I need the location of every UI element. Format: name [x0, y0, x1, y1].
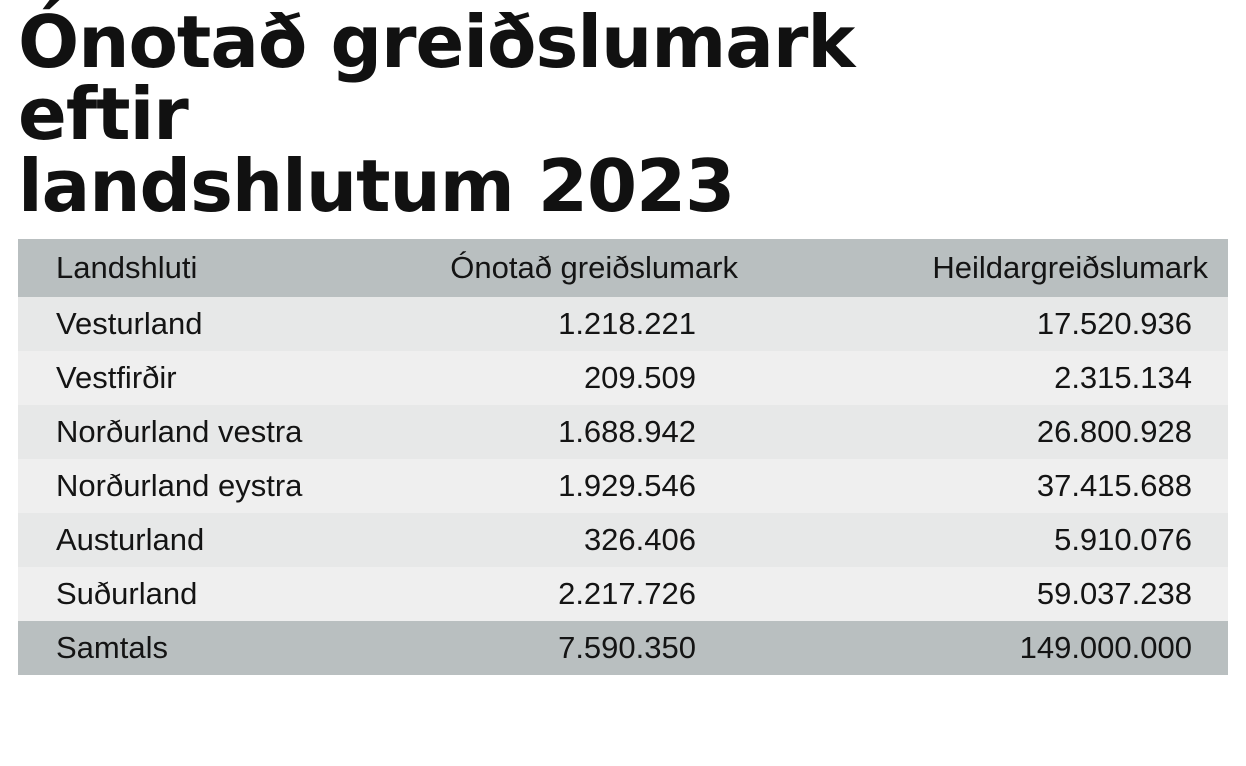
- page-title: [0, 0, 1018, 228]
- table-row-total: [18, 621, 1228, 675]
- cell-region: Austurland: [18, 513, 348, 567]
- cell-region: Norðurland vestra: [18, 405, 348, 459]
- cell-unused-quota: 209.509: [348, 351, 768, 405]
- data-table: [18, 239, 1228, 675]
- cell-region: Vestfirðir: [18, 351, 348, 405]
- column-header-unused-quota: Ónotað greiðslumark: [348, 239, 768, 297]
- page-title-line-1: Ónotað greiðslumark eftir: [18, 0, 855, 156]
- cell-total-quota: 37.415.688: [768, 459, 1228, 513]
- table-body: [18, 297, 1228, 675]
- cell-region: Suðurland: [18, 567, 348, 621]
- cell-unused-quota: 1.688.942: [348, 405, 768, 459]
- cell-region: Vesturland: [18, 297, 348, 351]
- column-header-total-quota: Heildargreiðslumark: [768, 239, 1228, 297]
- table-header-row: [18, 239, 1228, 297]
- cell-total-quota: 149.000.000: [768, 621, 1228, 675]
- table-row: [18, 297, 1228, 351]
- table-row: [18, 567, 1228, 621]
- table-row: [18, 405, 1228, 459]
- cell-region: Samtals: [18, 621, 348, 675]
- cell-unused-quota: 2.217.726: [348, 567, 768, 621]
- table-header: [18, 239, 1228, 297]
- table-row: [18, 351, 1228, 405]
- cell-total-quota: 2.315.134: [768, 351, 1228, 405]
- table-row: [18, 513, 1228, 567]
- data-table-container: [18, 239, 1228, 675]
- table-row: [18, 459, 1228, 513]
- cell-unused-quota: 326.406: [348, 513, 768, 567]
- page-title-line-2: landshlutum 2023: [18, 144, 735, 228]
- cell-total-quota: 17.520.936: [768, 297, 1228, 351]
- cell-unused-quota: 7.590.350: [348, 621, 768, 675]
- cell-unused-quota: 1.218.221: [348, 297, 768, 351]
- cell-region: Norðurland eystra: [18, 459, 348, 513]
- column-header-region: Landshluti: [18, 239, 348, 297]
- cell-total-quota: 59.037.238: [768, 567, 1228, 621]
- cell-total-quota: 5.910.076: [768, 513, 1228, 567]
- cell-unused-quota: 1.929.546: [348, 459, 768, 513]
- cell-total-quota: 26.800.928: [768, 405, 1228, 459]
